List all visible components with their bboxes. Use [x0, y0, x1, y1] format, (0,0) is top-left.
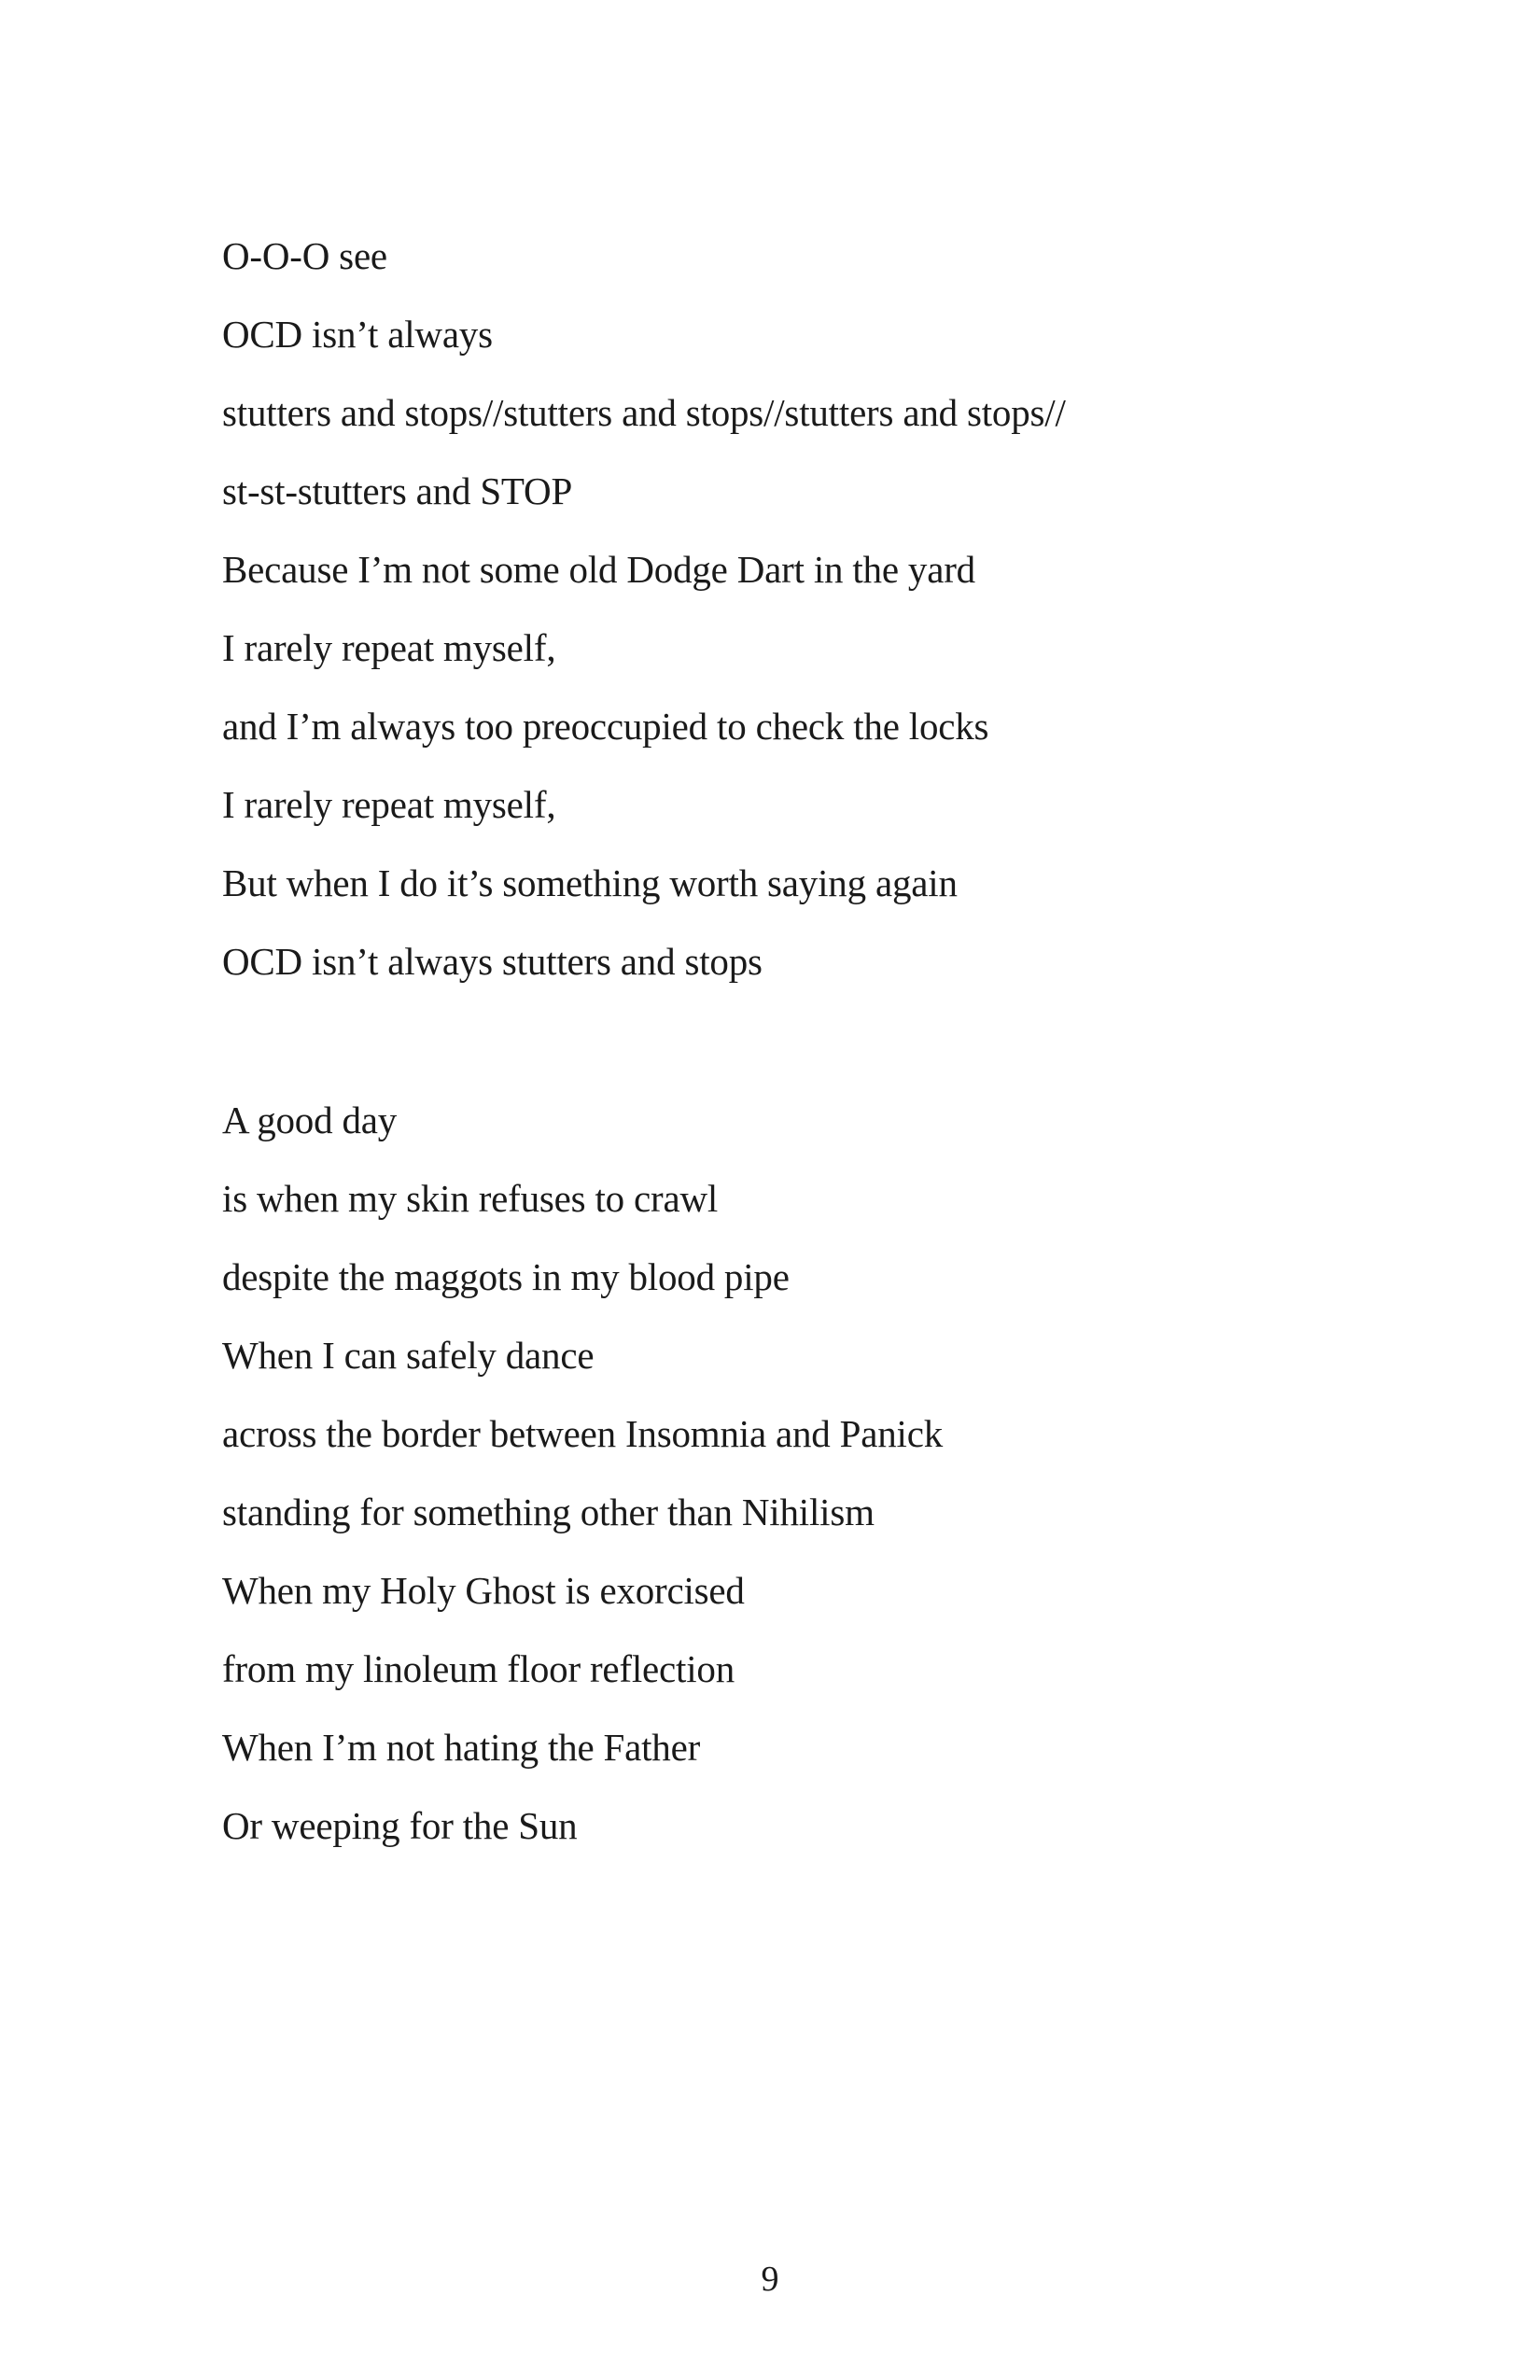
- poem-line: Because I’m not some old Dodge Dart in the yard: [222, 548, 975, 591]
- poem-line: and I’m always too preoccupied to check the locks: [222, 705, 989, 748]
- poem-line: from my linoleum floor reflection: [222, 1647, 735, 1690]
- poem-stanza-1: [222, 217, 1342, 1001]
- poem-stanza-2: [222, 1081, 1342, 1865]
- poem-line: OCD isn’t always: [222, 313, 493, 356]
- poem-line: Or weeping for the Sun: [222, 1804, 578, 1847]
- page-number: 9: [761, 2260, 779, 2299]
- poem-line: A good day: [222, 1099, 398, 1141]
- poem-line: standing for something other than Nihilism: [222, 1491, 875, 1533]
- poem-line: despite the maggots in my blood pipe: [222, 1255, 790, 1298]
- poem-line: O-O-O see: [222, 234, 387, 277]
- poem-line: But when I do it’s something worth saying again: [222, 861, 958, 904]
- poem-line: When my Holy Ghost is exorcised: [222, 1569, 745, 1612]
- poem-line: st-st-stutters and STOP: [222, 469, 573, 512]
- poem-line: OCD isn’t always stutters and stops: [222, 940, 763, 983]
- poem-line: across the border between Insomnia and Panick: [222, 1412, 944, 1455]
- poem-line: is when my skin refuses to crawl: [222, 1177, 719, 1220]
- poem-line: I rarely repeat myself,: [222, 626, 556, 669]
- poem-line: When I’m not hating the Father: [222, 1726, 701, 1769]
- poem-line: I rarely repeat myself,: [222, 783, 556, 826]
- poem-line: When I can safely dance: [222, 1334, 595, 1377]
- poem-line: stutters and stops//stutters and stops//stutters and stops//: [222, 391, 1066, 434]
